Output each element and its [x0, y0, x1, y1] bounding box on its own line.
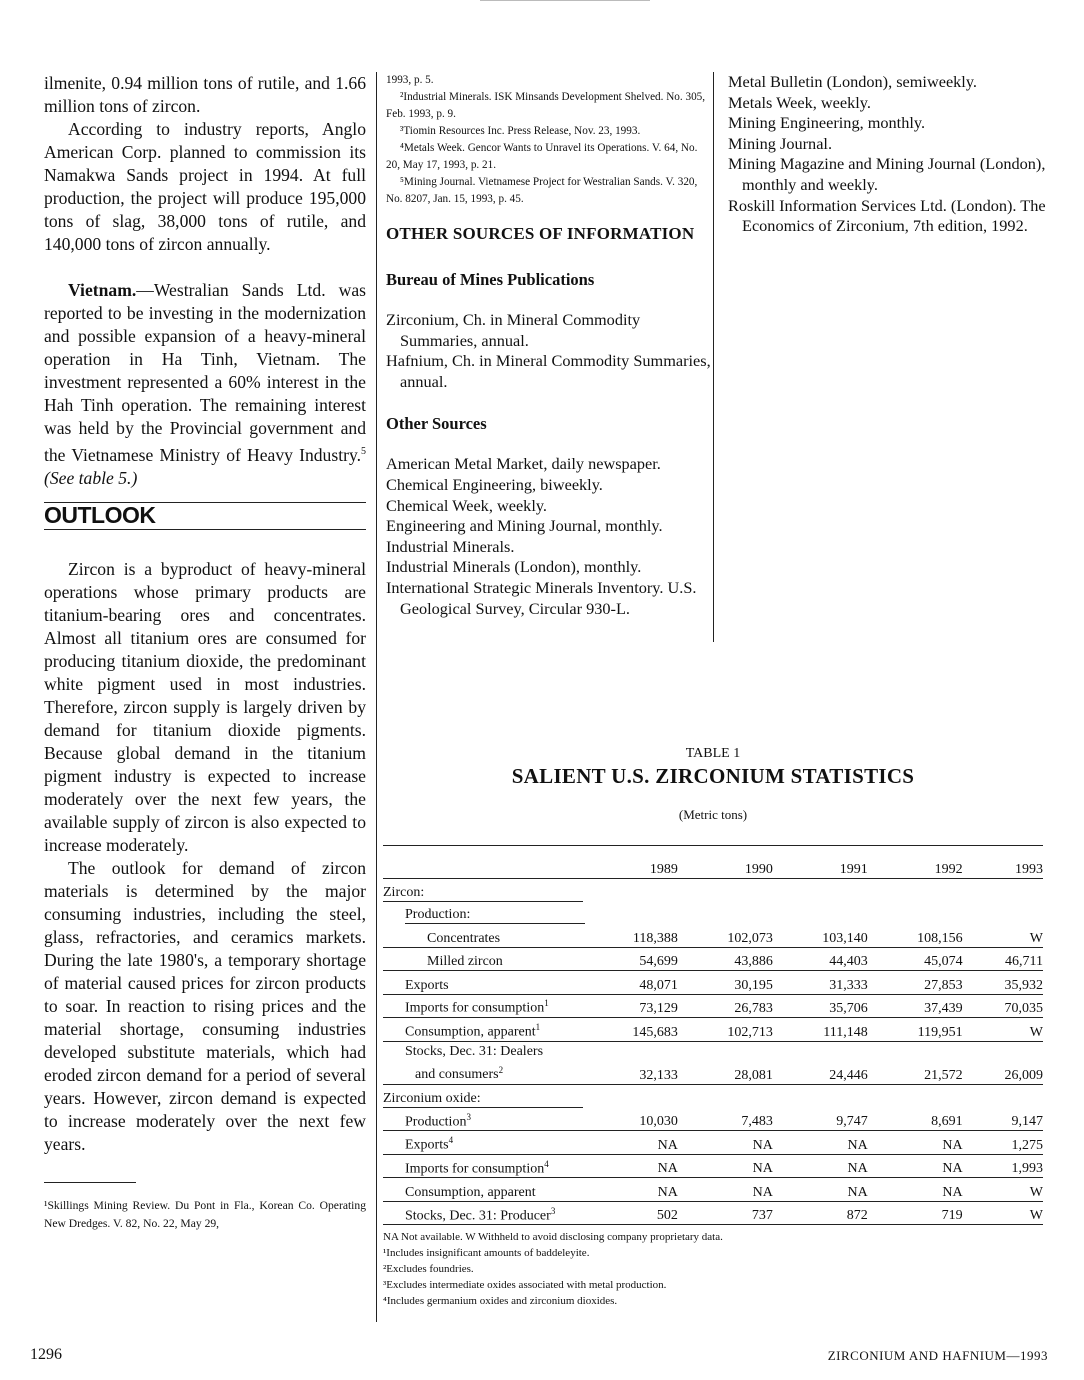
- cell: 43,886: [678, 947, 773, 971]
- row-label: Exports: [383, 971, 583, 995]
- footnote-2: ²Industrial Minerals. ISK Minsands Development Shelved. No. 305, Feb. 1993, p. 9.: [386, 91, 706, 120]
- footnote-1: ¹Skillings Mining Review. Du Pont in Fla., Korean Co. Operating New Dredges. V. 82, No. 22, May 29,: [44, 1198, 366, 1230]
- cell: 30,195: [678, 971, 773, 995]
- year-header: 1993: [963, 846, 1043, 879]
- column-2: [386, 72, 712, 619]
- vietnam-text: —Westralian Sands Ltd. was reported to be investing in the modernization and possible expansion of a heavy-mineral operation in Ha Tinh, Vietnam. The investment represented a 60% interest in the Hah Tinh operation. The remaining interest was held by the Provincial government and the Vietnamese Ministry of Heavy Industry.: [44, 280, 366, 465]
- source-item: Roskill Information Services Ltd. (London). The Economics of Zirconium, 7th edition, 1992.: [728, 195, 1046, 236]
- cell: 737: [678, 1201, 773, 1225]
- cell: 35,932: [963, 971, 1043, 995]
- column-rule-2: [713, 72, 714, 642]
- bom-publications-heading: Bureau of Mines Publications: [386, 270, 595, 289]
- row-label: [383, 1041, 583, 1085]
- footnotes-continued: [386, 72, 712, 208]
- row-footnote-ref: 4: [448, 1135, 454, 1145]
- cell: 21,572: [868, 1041, 963, 1085]
- paragraph-intro: ilmenite, 0.94 million tons of rutile, and 1.66 million tons of zircon.: [44, 73, 366, 116]
- row-label: [383, 1201, 583, 1225]
- row-label: [383, 1018, 583, 1042]
- cell: 119,951: [868, 1018, 963, 1042]
- source-item: Engineering and Mining Journal, monthly.: [386, 516, 663, 536]
- column-rule-1: [376, 72, 377, 1322]
- column-3: [728, 72, 1058, 237]
- cell: 9,747: [773, 1108, 868, 1131]
- cell: 10,030: [583, 1108, 678, 1131]
- bom-item: Hafnium, Ch. in Mineral Commodity Summaries, annual.: [386, 351, 711, 391]
- row-footnote-ref: 1: [544, 998, 549, 1009]
- source-item: Metal Bulletin (London), semiweekly.: [728, 72, 977, 91]
- source-item: Chemical Week, weekly.: [386, 495, 547, 515]
- cell: 32,133: [583, 1041, 678, 1085]
- section-label: Zirconium oxide:: [383, 1091, 583, 1108]
- table-note: NA Not available. W Withheld to avoid disclosing company proprietary data.: [383, 1231, 723, 1244]
- cell: 44,403: [773, 947, 868, 971]
- table-row: [383, 971, 1043, 995]
- cell: W: [963, 1178, 1043, 1202]
- row-label: Concentrates: [383, 924, 583, 947]
- table-row: [383, 994, 1043, 1018]
- table-row: [383, 1201, 1043, 1225]
- top-edge-mark: [480, 0, 650, 1]
- vietnam-heading: Vietnam.: [68, 280, 137, 300]
- cell: 9,147: [963, 1108, 1043, 1131]
- table-row: [383, 947, 1043, 971]
- cell: 26,009: [963, 1041, 1043, 1085]
- row-label-text: and consumers: [415, 1067, 499, 1083]
- row-label: Consumption, apparent: [383, 1178, 583, 1202]
- row-footnote-ref: 1: [535, 1021, 541, 1032]
- row-label-text: Production: [405, 1114, 467, 1130]
- cell: NA: [868, 1178, 963, 1202]
- vietnam-see-table: (See table 5.): [44, 467, 138, 488]
- footnote-rule: [44, 1182, 136, 1183]
- paragraph-outlook-2: The outlook for demand of zircon materials is determined by the major consuming industries, including the steel, glass, refractories, and ceramics markets. During the late 1980's, a temporary shortage of material caused prices for zircon products to soar. In reaction to rising prices and the material shortage, consuming industries developed substitute materials, which had eroded zircon demand for a period of several years. However, zircon demand is expected to increase moderately over the next few years.: [44, 857, 366, 1154]
- cell: NA: [678, 1154, 773, 1178]
- row-label: [383, 1131, 583, 1155]
- cell: 27,853: [868, 971, 963, 995]
- cell: NA: [868, 1131, 963, 1155]
- year-header: 1992: [868, 846, 963, 879]
- source-item: Industrial Minerals (London), monthly.: [386, 557, 642, 577]
- year-header: 1989: [583, 846, 678, 879]
- cell: 24,446: [773, 1041, 868, 1085]
- table-notes: [383, 1229, 1043, 1309]
- cell: 1,993: [963, 1154, 1043, 1178]
- cell: 26,783: [678, 994, 773, 1018]
- cell: 37,439: [868, 994, 963, 1018]
- row-label: [383, 1154, 583, 1178]
- cell: NA: [773, 1131, 868, 1155]
- footnote-1-cont: 1993, p. 5.: [386, 74, 434, 86]
- row-label-text: Stocks, Dec. 31: Dealers: [405, 1043, 544, 1059]
- cell: 28,081: [678, 1041, 773, 1085]
- row-footnote-ref: 3: [466, 1111, 471, 1122]
- cell: NA: [773, 1154, 868, 1178]
- salient-statistics-table: [383, 746, 1043, 1309]
- cell: NA: [678, 1178, 773, 1202]
- vietnam-footnote-ref: 5: [361, 446, 366, 457]
- paragraph-vietnam: [44, 279, 366, 490]
- table-row: [383, 924, 1043, 947]
- footnote-5: ⁵Mining Journal. Vietnamese Project for Westralian Sands. V. 320, No. 8207, Jan. 15, 1993, p. 45.: [386, 176, 698, 205]
- footnote-3: ³Tiomin Resources Inc. Press Release, Nov. 23, 1993.: [400, 125, 641, 137]
- source-item: Mining Engineering, monthly.: [728, 113, 926, 133]
- cell: 118,388: [583, 924, 678, 947]
- cell: 111,148: [773, 1018, 868, 1042]
- page-number: 1296: [30, 1346, 62, 1363]
- table-note: ⁴Includes germanium oxides and zirconium dioxides.: [383, 1295, 618, 1308]
- cell: 48,071: [583, 971, 678, 995]
- cell: 1,275: [963, 1131, 1043, 1155]
- source-item: International Strategic Minerals Inventory. U.S. Geological Survey, Circular 930-L.: [386, 577, 697, 618]
- source-item: Industrial Minerals.: [386, 536, 515, 556]
- cell: 872: [773, 1201, 868, 1225]
- table-caption: TABLE 1: [685, 746, 741, 761]
- cell: W: [963, 1201, 1043, 1225]
- table-row: [383, 1131, 1043, 1155]
- row-label-text: Imports for consumption: [405, 1161, 545, 1177]
- paragraph-outlook-1: Zircon is a byproduct of heavy-mineral operations whose primary products are titanium-bearing ores and concentrates. Almost all titanium ores are consumed for producing titanium dioxide, the predominant white pigment used in most industries. Therefore, zircon supply is largely driven by demand for titanium dioxide pigments. Because global demand in the titanium pigment industry is expected to increase moderately over the next few years, the available supply of zircon is also expected to increase moderately.: [44, 558, 366, 855]
- table-row: [383, 1108, 1043, 1131]
- footnote-4: ⁴Metals Week. Gencor Wants to Unravel its Operations. V. 64, No. 20, May 17, 1993, p. 21.: [386, 142, 698, 171]
- cell: NA: [583, 1178, 678, 1202]
- header-row: [383, 846, 1043, 879]
- cell: 70,035: [963, 994, 1043, 1018]
- cell: 145,683: [583, 1018, 678, 1042]
- cell: 108,156: [868, 924, 963, 947]
- table-note: ¹Includes insignificant amounts of baddeleyite.: [383, 1247, 590, 1260]
- table-row: [383, 1154, 1043, 1178]
- other-sources-subheading: Other Sources: [386, 414, 487, 434]
- cell: 31,333: [773, 971, 868, 995]
- row-label: [383, 1108, 583, 1131]
- other-sources-heading: OTHER SOURCES OF INFORMATION: [386, 224, 695, 243]
- cell: W: [963, 1018, 1043, 1042]
- row-label-text: Imports for consumption: [405, 1001, 545, 1016]
- row-footnote-ref: 3: [550, 1205, 556, 1216]
- row-label: [383, 994, 583, 1018]
- bom-item: Zirconium, Ch. in Mineral Commodity Summaries, annual.: [386, 310, 641, 350]
- row-label-text: Exports: [405, 1137, 449, 1153]
- cell: 54,699: [583, 947, 678, 971]
- row-footnote-ref: 4: [544, 1158, 549, 1169]
- cell: 46,711: [963, 947, 1043, 971]
- table-row: [383, 1041, 1043, 1085]
- cell: 502: [583, 1201, 678, 1225]
- table-unit: (Metric tons): [678, 807, 748, 822]
- cell: NA: [773, 1178, 868, 1202]
- cell: 102,713: [678, 1018, 773, 1042]
- row-footnote-ref: 2: [498, 1064, 504, 1075]
- row-label-text: Stocks, Dec. 31: Producer: [405, 1208, 551, 1224]
- cell: NA: [583, 1131, 678, 1155]
- cell: 73,129: [583, 994, 678, 1018]
- source-item: Chemical Engineering, biweekly.: [386, 474, 603, 494]
- year-header: 1990: [678, 846, 773, 879]
- table-row: [383, 879, 1043, 902]
- statistics-grid: [383, 845, 1043, 1225]
- cell: 35,706: [773, 994, 868, 1018]
- cell: NA: [868, 1154, 963, 1178]
- cell: 45,074: [868, 947, 963, 971]
- table-note: ³Excludes intermediate oxides associated with metal production.: [383, 1279, 667, 1292]
- table-note: ²Excludes foundries.: [383, 1263, 474, 1276]
- row-label: Milled zircon: [383, 947, 583, 971]
- cell: 102,073: [678, 924, 773, 947]
- table-row: [383, 1018, 1043, 1042]
- cell: 719: [868, 1201, 963, 1225]
- source-item: Mining Journal.: [728, 133, 833, 153]
- subsection-label: Production:: [405, 907, 585, 924]
- table-row: [383, 1178, 1043, 1202]
- column-1: [44, 72, 366, 1233]
- cell: NA: [678, 1131, 773, 1155]
- source-item: Metals Week, weekly.: [728, 92, 871, 112]
- section-label: Zircon:: [383, 885, 583, 902]
- cell: 8,691: [868, 1108, 963, 1131]
- table-row: [383, 1085, 1043, 1108]
- cell: W: [963, 924, 1043, 947]
- source-item: American Metal Market, daily newspaper.: [386, 454, 661, 474]
- table-row: [383, 902, 1043, 925]
- cell: NA: [583, 1154, 678, 1178]
- running-title: ZIRCONIUM AND HAFNIUM—1993: [827, 1348, 1048, 1363]
- cell: 7,483: [678, 1108, 773, 1131]
- cell: 103,140: [773, 924, 868, 947]
- paragraph-anglo: According to industry reports, Anglo American Corp. planned to commission its Namakwa Sands project in 1994. At full production, the project will produce 195,000 tons of slag, 38,000 tons of rutile, and 140,000 tons of zircon annually.: [44, 119, 366, 254]
- year-header: 1991: [773, 846, 868, 879]
- table-title: SALIENT U.S. ZIRCONIUM STATISTICS: [511, 764, 915, 788]
- row-label-text: Consumption, apparent: [405, 1024, 536, 1040]
- source-item: Mining Magazine and Mining Journal (London), monthly and weekly.: [728, 154, 1046, 194]
- outlook-heading: OUTLOOK: [44, 502, 366, 530]
